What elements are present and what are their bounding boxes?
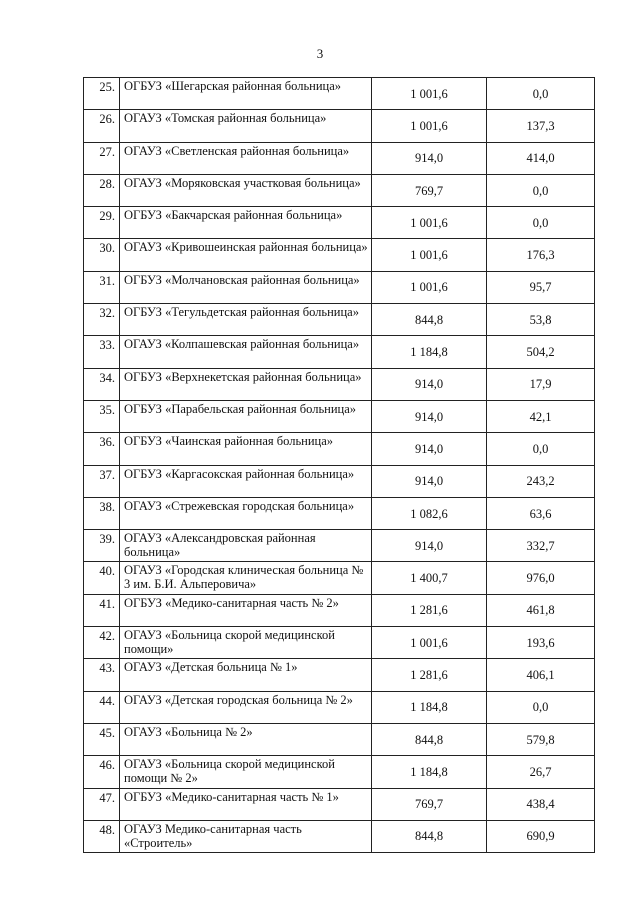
table-row [84,110,595,142]
row-number-cell [84,594,120,626]
institution-name-cell [120,756,372,788]
institution-name-cell [120,723,372,755]
value-column-1-cell [372,78,487,110]
institution-name: ОГАУЗ «Больница скорой медицинской помощи» [124,628,335,657]
institution-name-cell [120,497,372,529]
row-number-cell [84,271,120,303]
row-number: 27. [99,144,115,159]
value-column-1: 844,8 [414,312,444,327]
table-row [84,594,595,626]
table-row [84,433,595,465]
value-column-2-cell [487,530,595,562]
value-column-2-cell [487,78,595,110]
value-column-2: 414,0 [526,151,555,166]
row-number-cell [84,723,120,755]
row-number-cell [84,368,120,400]
value-column-1-cell [372,820,487,852]
row-number: 26. [99,112,115,127]
row-number: 40. [99,564,115,579]
value-column-1: 844,8 [414,829,444,844]
value-column-2: 243,2 [526,474,555,489]
value-column-2: 53,8 [529,312,552,327]
institution-name-cell [120,174,372,206]
value-column-1-cell [372,594,487,626]
table-body [84,78,595,853]
institution-name-cell [120,465,372,497]
value-column-1: 1 082,6 [410,506,448,521]
value-column-2: 406,1 [526,667,555,682]
value-column-2-cell [487,336,595,368]
value-column-1: 1 001,6 [410,280,448,295]
value-column-2-cell [487,659,595,691]
row-number-cell [84,239,120,271]
table-row [84,756,595,788]
value-column-1: 844,8 [414,732,444,747]
institution-name-cell [120,110,372,142]
value-column-2-cell [487,788,595,820]
value-column-2: 332,7 [526,538,555,553]
value-column-1-cell [372,723,487,755]
value-column-2-cell [487,207,595,239]
value-column-2-cell [487,497,595,529]
table-row [84,562,595,594]
row-number: 28. [99,176,115,191]
row-number: 47. [99,790,115,805]
value-column-1-cell [372,368,487,400]
table-row [84,788,595,820]
row-number: 30. [99,241,115,256]
value-column-1: 914,0 [414,151,444,166]
row-number: 42. [99,629,115,644]
table-row [84,304,595,336]
institution-name-cell [120,142,372,174]
value-column-1-cell [372,110,487,142]
value-column-1-cell [372,174,487,206]
row-number-cell [84,530,120,562]
value-column-1: 1 281,6 [410,667,448,682]
value-column-2: 976,0 [526,571,555,586]
row-number-cell [84,142,120,174]
institution-name-cell [120,400,372,432]
value-column-1: 1 400,7 [410,571,448,586]
value-column-1-cell [372,142,487,174]
table-row [84,497,595,529]
row-number-cell [84,78,120,110]
value-column-2-cell [487,756,595,788]
value-column-2: 504,2 [526,345,555,360]
institution-name-cell [120,562,372,594]
table-row [84,627,595,659]
value-column-2-cell [487,110,595,142]
value-column-1-cell [372,530,487,562]
row-number-cell [84,174,120,206]
institution-name-cell [120,530,372,562]
row-number: 46. [99,758,115,773]
value-column-2-cell [487,594,595,626]
row-number: 37. [99,467,115,482]
row-number-cell [84,788,120,820]
value-column-1-cell [372,497,487,529]
institution-name: ОГБУЗ «Парабельская районная больница» [124,401,357,416]
row-number-cell [84,659,120,691]
institution-name: ОГАУЗ «Александровская районная больница» [124,531,316,560]
institution-name: ОГАУЗ «Колпашевская районная больница» [124,337,360,352]
row-number-cell [84,207,120,239]
row-number: 35. [99,402,115,417]
row-number-cell [84,304,120,336]
value-column-2: 0,0 [532,700,549,715]
value-column-2: 0,0 [532,86,549,101]
row-number: 25. [99,80,115,94]
value-column-2-cell [487,142,595,174]
value-column-1: 1 184,8 [410,700,448,715]
institution-name-cell [120,594,372,626]
value-column-1-cell [372,627,487,659]
value-column-2-cell [487,627,595,659]
value-column-1-cell [372,788,487,820]
table-row [84,368,595,400]
value-column-1: 769,7 [414,183,444,198]
value-column-1-cell [372,271,487,303]
table-row [84,465,595,497]
value-column-2: 461,8 [526,603,555,618]
row-number: 38. [99,499,115,514]
table-row [84,174,595,206]
value-column-2: 176,3 [526,248,555,263]
institution-name-cell [120,239,372,271]
value-column-1: 1 001,6 [410,635,448,650]
page-number: 3 [316,46,324,61]
institution-name: ОГАУЗ «Томская районная больница» [124,111,327,126]
value-column-2-cell [487,820,595,852]
row-number: 39. [99,532,115,547]
row-number: 29. [99,209,115,224]
institution-name: ОГБУЗ «Каргасокская районная больница» [124,466,355,481]
row-number: 48. [99,822,115,837]
row-number: 44. [99,693,115,708]
value-column-1-cell [372,659,487,691]
row-number-cell [84,627,120,659]
value-column-2: 579,8 [526,732,555,747]
value-column-1: 1 184,8 [410,345,448,360]
institution-name-cell [120,78,372,110]
value-column-2: 137,3 [526,118,555,133]
value-column-1: 1 001,6 [410,86,448,101]
value-column-1: 1 001,6 [410,118,448,133]
value-column-2-cell [487,271,595,303]
table-row [84,691,595,723]
institution-name-cell [120,271,372,303]
value-column-2: 42,1 [529,409,552,424]
hospital-table [83,77,595,853]
value-column-1: 769,7 [414,797,444,812]
value-column-1: 1 001,6 [410,215,448,230]
value-column-2: 690,9 [526,829,555,844]
value-column-1-cell [372,465,487,497]
institution-name-cell [120,336,372,368]
row-number-cell [84,336,120,368]
value-column-1-cell [372,304,487,336]
row-number: 33. [99,338,115,353]
value-column-1: 914,0 [414,474,444,489]
value-column-2-cell [487,562,595,594]
value-column-1: 914,0 [414,538,444,553]
institution-name: ОГБУЗ «Чаинская районная больница» [124,434,334,449]
table-row [84,530,595,562]
value-column-2: 63,6 [529,506,552,521]
row-number-cell [84,433,120,465]
value-column-2-cell [487,400,595,432]
row-number: 45. [99,725,115,740]
institution-name: ОГАУЗ «Кривошеинская районная больница» [124,240,368,255]
value-column-2: 438,4 [526,797,555,812]
value-column-1-cell [372,239,487,271]
value-column-2-cell [487,723,595,755]
value-column-2: 0,0 [532,215,549,230]
institution-name: ОГБУЗ «Молчановская районная больница» [124,272,360,287]
table-row [84,207,595,239]
table-row [84,723,595,755]
value-column-1-cell [372,433,487,465]
institution-name: ОГБУЗ «Тегульдетская районная больница» [124,305,359,320]
institution-name: ОГАУЗ «Детская городская больница № 2» [124,692,353,707]
value-column-2-cell [487,239,595,271]
value-column-2: 0,0 [532,183,549,198]
institution-name: ОГБУЗ «Верхнекетская районная больница» [124,369,362,384]
value-column-2-cell [487,174,595,206]
row-number-cell [84,691,120,723]
table-row [84,659,595,691]
institution-name: ОГАУЗ «Светленская районная больница» [124,143,350,158]
table-row [84,271,595,303]
value-column-2-cell [487,465,595,497]
table-row [84,400,595,432]
institution-name: ОГАУЗ «Стрежевская городская больница» [124,498,355,513]
table-row [84,336,595,368]
value-column-1-cell [372,756,487,788]
row-number: 31. [99,273,115,288]
value-column-2-cell [487,433,595,465]
institution-name: ОГАУЗ «Городская клиническая больница № 3 им. Б.И. Альперовича» [124,563,364,592]
row-number: 32. [99,306,115,321]
value-column-1: 1 184,8 [410,764,448,779]
value-column-1: 914,0 [414,441,444,456]
institution-name-cell [120,788,372,820]
value-column-1-cell [372,336,487,368]
institution-name-cell [120,691,372,723]
value-column-2-cell [487,691,595,723]
institution-name-cell [120,627,372,659]
institution-name-cell [120,304,372,336]
row-number: 34. [99,370,115,385]
institution-name: ОГАУЗ «Больница скорой медицинской помощи № 2» [124,757,335,786]
value-column-1: 914,0 [414,377,444,392]
table-row [84,239,595,271]
institution-name: ОГБУЗ «Бакчарская районная больница» [124,208,343,223]
institution-name: ОГАУЗ «Больница № 2» [124,724,253,739]
value-column-1-cell [372,562,487,594]
institution-name-cell [120,207,372,239]
institution-name: ОГАУЗ Медико-санитарная часть «Строитель» [124,821,302,850]
row-number-cell [84,497,120,529]
row-number-cell [84,820,120,852]
row-number: 41. [99,596,115,611]
institution-name: ОГБУЗ «Медико-санитарная часть № 2» [124,595,339,610]
table-row [84,78,595,110]
table-row [84,820,595,852]
institution-name: ОГБУЗ «Медико-санитарная часть № 1» [124,789,339,804]
row-number: 36. [99,435,115,450]
value-column-1-cell [372,691,487,723]
table-row [84,142,595,174]
institution-name: ОГАУЗ «Детская больница № 1» [124,660,298,675]
value-column-2-cell [487,304,595,336]
institution-name-cell [120,820,372,852]
institution-name-cell [120,433,372,465]
institution-name-cell [120,659,372,691]
row-number-cell [84,562,120,594]
value-column-1-cell [372,400,487,432]
institution-name: ОГБУЗ «Шегарская районная больница» [124,79,342,93]
institution-name-cell [120,368,372,400]
value-column-2: 193,6 [526,635,555,650]
row-number-cell [84,400,120,432]
institution-name: ОГАУЗ «Моряковская участковая больница» [124,175,361,190]
value-column-2: 26,7 [529,764,552,779]
row-number: 43. [99,661,115,676]
value-column-1-cell [372,207,487,239]
value-column-1: 1 001,6 [410,248,448,263]
value-column-2: 95,7 [529,280,552,295]
row-number-cell [84,756,120,788]
value-column-1: 1 281,6 [410,603,448,618]
row-number-cell [84,465,120,497]
value-column-1: 914,0 [414,409,444,424]
value-column-2: 17,9 [529,377,552,392]
row-number-cell [84,110,120,142]
value-column-2: 0,0 [532,441,549,456]
value-column-2-cell [487,368,595,400]
